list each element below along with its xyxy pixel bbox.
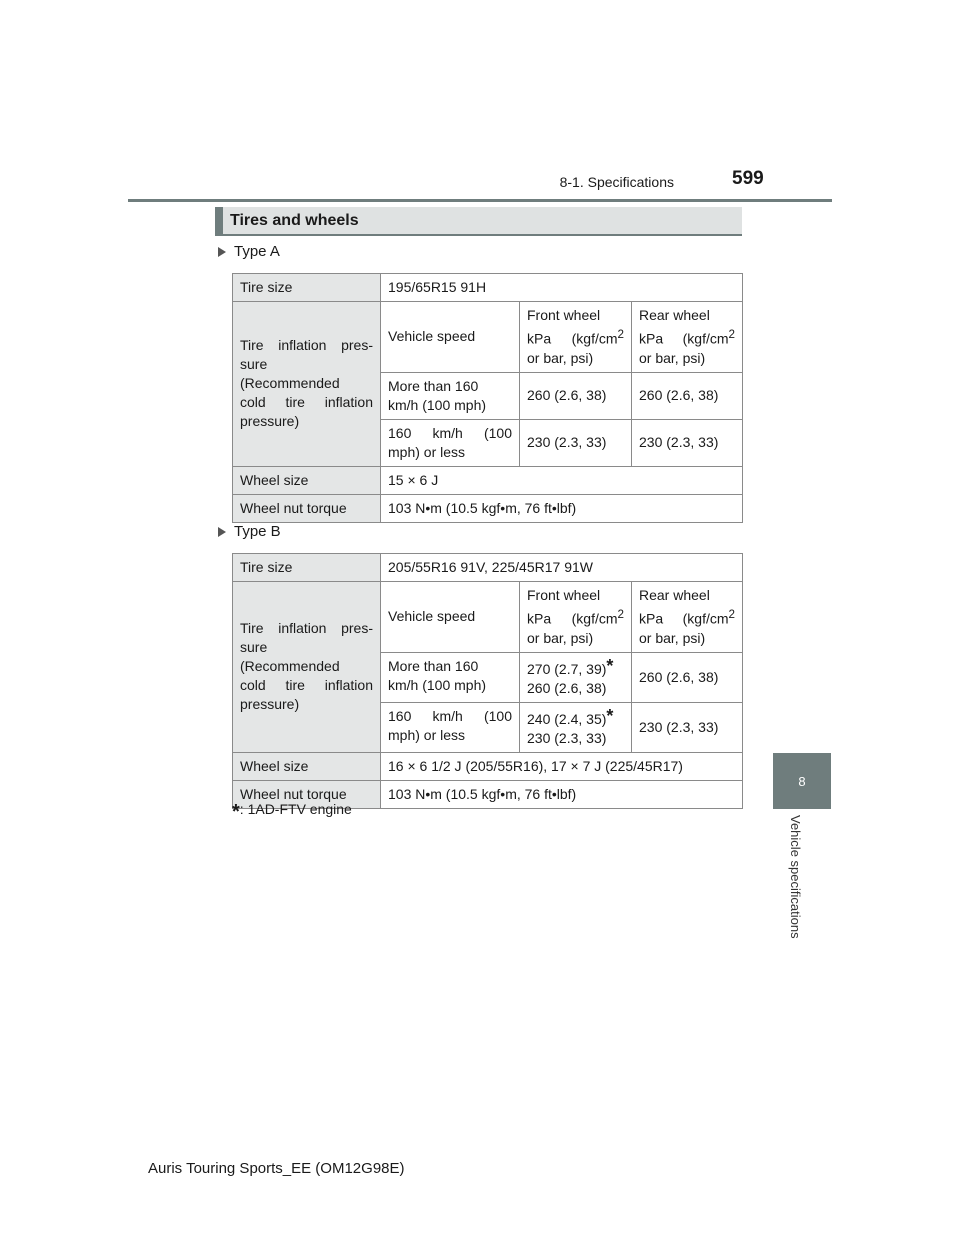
footnote-marker: * <box>232 801 240 823</box>
front-low-value: 230 (2.3, 33) <box>520 419 632 466</box>
type-b-table <box>232 553 743 809</box>
heading-bar <box>215 207 223 234</box>
tire-size-label: Tire size <box>233 274 381 302</box>
rear-low-value: 230 (2.3, 33) <box>632 419 743 466</box>
tire-size-value: 195/65R15 91H <box>381 274 743 302</box>
vehicle-speed-label: Vehicle speed <box>381 302 520 373</box>
chapter-number: 8 <box>798 773 806 789</box>
speed-high: More than 160 km/h (100 mph) <box>381 372 520 419</box>
table-row <box>233 302 743 373</box>
footnote-marker: * <box>606 655 614 676</box>
wheel-size-value: 16 × 6 1/2 J (205/55R16), 17 × 7 J (225/45R17) <box>381 752 743 780</box>
front-wheel-label: Front wheel kPa ($kgf/cm^2$ or bar, psi) <box>520 302 632 373</box>
inflation-label: Tire inflation pres- sure (Recommended cold tire inflation pressure) <box>233 582 381 753</box>
wheel-size-label: Wheel size <box>233 466 381 494</box>
type-a-table <box>232 273 743 523</box>
inflation-label: Tire inflation pres- sure (Recommended cold tire inflation pressure) <box>233 302 381 467</box>
footnote-marker: * <box>606 705 614 726</box>
header-rule <box>128 199 832 202</box>
page-number: 599 <box>732 168 764 189</box>
footnote <box>232 801 352 824</box>
type-b-label-text: Type B <box>234 523 281 540</box>
wheel-size-label: Wheel size <box>233 752 381 780</box>
front-high-value: 260 (2.6, 38) <box>520 372 632 419</box>
table-row <box>233 494 743 522</box>
triangle-arrow-icon <box>218 527 226 537</box>
tire-size-value: 205/55R16 91V, 225/45R17 91W <box>381 554 743 582</box>
type-a-label-text: Type A <box>234 243 280 260</box>
triangle-arrow-icon <box>218 247 226 257</box>
footnote-text: : 1AD-FTV engine <box>239 801 352 817</box>
tire-size-label: Tire size <box>233 554 381 582</box>
rear-low-value: 230 (2.3, 33) <box>632 702 743 752</box>
table-row <box>233 274 743 302</box>
table-row <box>233 582 743 653</box>
speed-high: More than 160 km/h (100 mph) <box>381 652 520 702</box>
vehicle-speed-label: Vehicle speed <box>381 582 520 653</box>
chapter-side-label: Vehicle specifications <box>788 815 803 939</box>
front-high-value: 270 (2.7, 39)* 260 (2.6, 38) <box>520 652 632 702</box>
page-footer: Auris Touring Sports_EE (OM12G98E) <box>148 1160 405 1177</box>
nut-torque-label: Wheel nut torque <box>233 780 381 808</box>
type-a-label <box>218 243 280 260</box>
rear-high-value: 260 (2.6, 38) <box>632 652 743 702</box>
section-heading-text: Tires and wheels <box>230 211 359 229</box>
type-b-label <box>218 523 281 540</box>
rear-wheel-label: Rear wheel kPa ($kgf/cm^2$ or bar, psi) <box>632 582 743 653</box>
header-section-title: 8-1. Specifications <box>559 174 674 190</box>
nut-torque-label: Wheel nut torque <box>233 494 381 522</box>
speed-low: 160 km/h (100 mph) or less <box>381 702 520 752</box>
rear-high-value: 260 (2.6, 38) <box>632 372 743 419</box>
front-low-value: 240 (2.4, 35)* 230 (2.3, 33) <box>520 702 632 752</box>
front-wheel-label: Front wheel kPa ($kgf/cm^2$ or bar, psi) <box>520 582 632 653</box>
speed-low: 160 km/h (100 mph) or less <box>381 419 520 466</box>
nut-torque-value: 103 N•m (10.5 kgf•m, 76 ft•lbf) <box>381 780 743 808</box>
chapter-tab <box>773 753 831 809</box>
table-row <box>233 554 743 582</box>
section-heading <box>215 207 742 236</box>
table-row <box>233 752 743 780</box>
table-row <box>233 466 743 494</box>
nut-torque-value: 103 N•m (10.5 kgf•m, 76 ft•lbf) <box>381 494 743 522</box>
wheel-size-value: 15 × 6 J <box>381 466 743 494</box>
rear-wheel-label: Rear wheel kPa ($kgf/cm^2$ or bar, psi) <box>632 302 743 373</box>
